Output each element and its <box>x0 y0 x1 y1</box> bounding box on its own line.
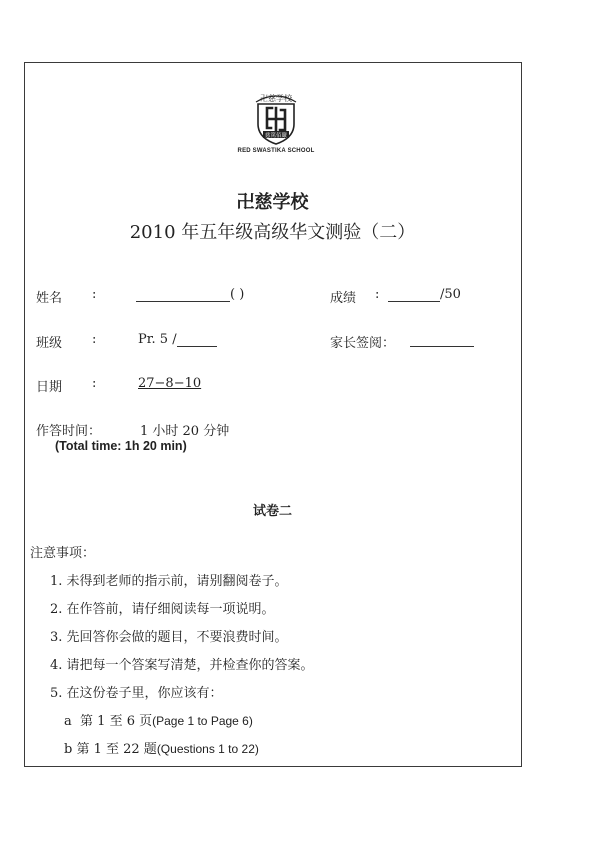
logo-caption: RED SWASTIKA SCHOOL <box>237 148 315 154</box>
date-colon: : <box>92 376 97 391</box>
note-item-1: 1. 未得到老师的指示前，请别翻阅卷子。 <box>50 574 288 589</box>
date-label: 日期 <box>36 380 63 395</box>
note-sub-b-cn: 第 1 至 22 题 <box>76 742 157 757</box>
logo-bottom-text: 慈篤佰嚴 <box>264 133 288 139</box>
name-label: 姓名 <box>36 291 63 306</box>
class-label: 班级 <box>36 336 63 351</box>
school-crest-icon <box>246 88 306 146</box>
note-item-4: 4. 请把每一个答案写清楚，并检查你的答案。 <box>50 658 314 673</box>
class-field[interactable] <box>138 332 217 347</box>
note-sub-b <box>64 738 259 757</box>
name-underline <box>136 289 230 302</box>
note-sub-a-en: (Page 1 to Page 6) <box>152 714 253 728</box>
note-sub-b-marker: b <box>64 742 73 757</box>
time-english: (Total time: 1h 20 min) <box>55 439 187 453</box>
note-sub-b-en: (Questions 1 to 22) <box>156 742 259 756</box>
note-sub-a <box>64 710 253 729</box>
note-item-2: 2. 在作答前，请仔细阅读每一项说明。 <box>50 602 275 617</box>
name-field[interactable] <box>136 287 244 302</box>
note-sub-a-marker: a <box>64 714 72 729</box>
section-title: 试卷二 <box>252 504 292 519</box>
score-field[interactable] <box>388 287 461 302</box>
logo-top-text: 卍慈学校 <box>260 94 292 103</box>
note-item-3: 3. 先回答你会做的题目，不要浪费时间。 <box>50 630 288 645</box>
parent-signature-label: 家长签阅： <box>330 336 396 351</box>
time-value: 1 小时 20 分钟 <box>140 424 230 439</box>
time-label: 作答时间： <box>36 424 102 439</box>
parent-signature-field[interactable] <box>410 332 474 347</box>
notes-heading: 注意事项： <box>30 546 96 561</box>
school-name: 卍慈学校 <box>236 192 309 213</box>
name-colon: : <box>92 287 97 302</box>
score-label: 成绩 <box>330 291 357 306</box>
score-underline <box>388 289 440 302</box>
school-logo <box>236 88 316 154</box>
score-total: /50 <box>440 287 461 302</box>
note-item-5: 5. 在这份卷子里，你应该有： <box>50 686 223 701</box>
score-colon: : <box>375 287 380 302</box>
index-number-paren: ( ) <box>230 287 245 302</box>
class-value: Pr. 5 / <box>138 332 177 347</box>
parent-signature-underline <box>410 334 474 347</box>
class-colon: : <box>92 332 97 347</box>
note-sub-a-cn: 第 1 至 6 页 <box>80 714 153 729</box>
exam-title: 2010 年五年级高级华文测验（二） <box>129 222 416 243</box>
class-underline <box>177 334 217 347</box>
date-value: 27−8−10 <box>138 376 202 391</box>
